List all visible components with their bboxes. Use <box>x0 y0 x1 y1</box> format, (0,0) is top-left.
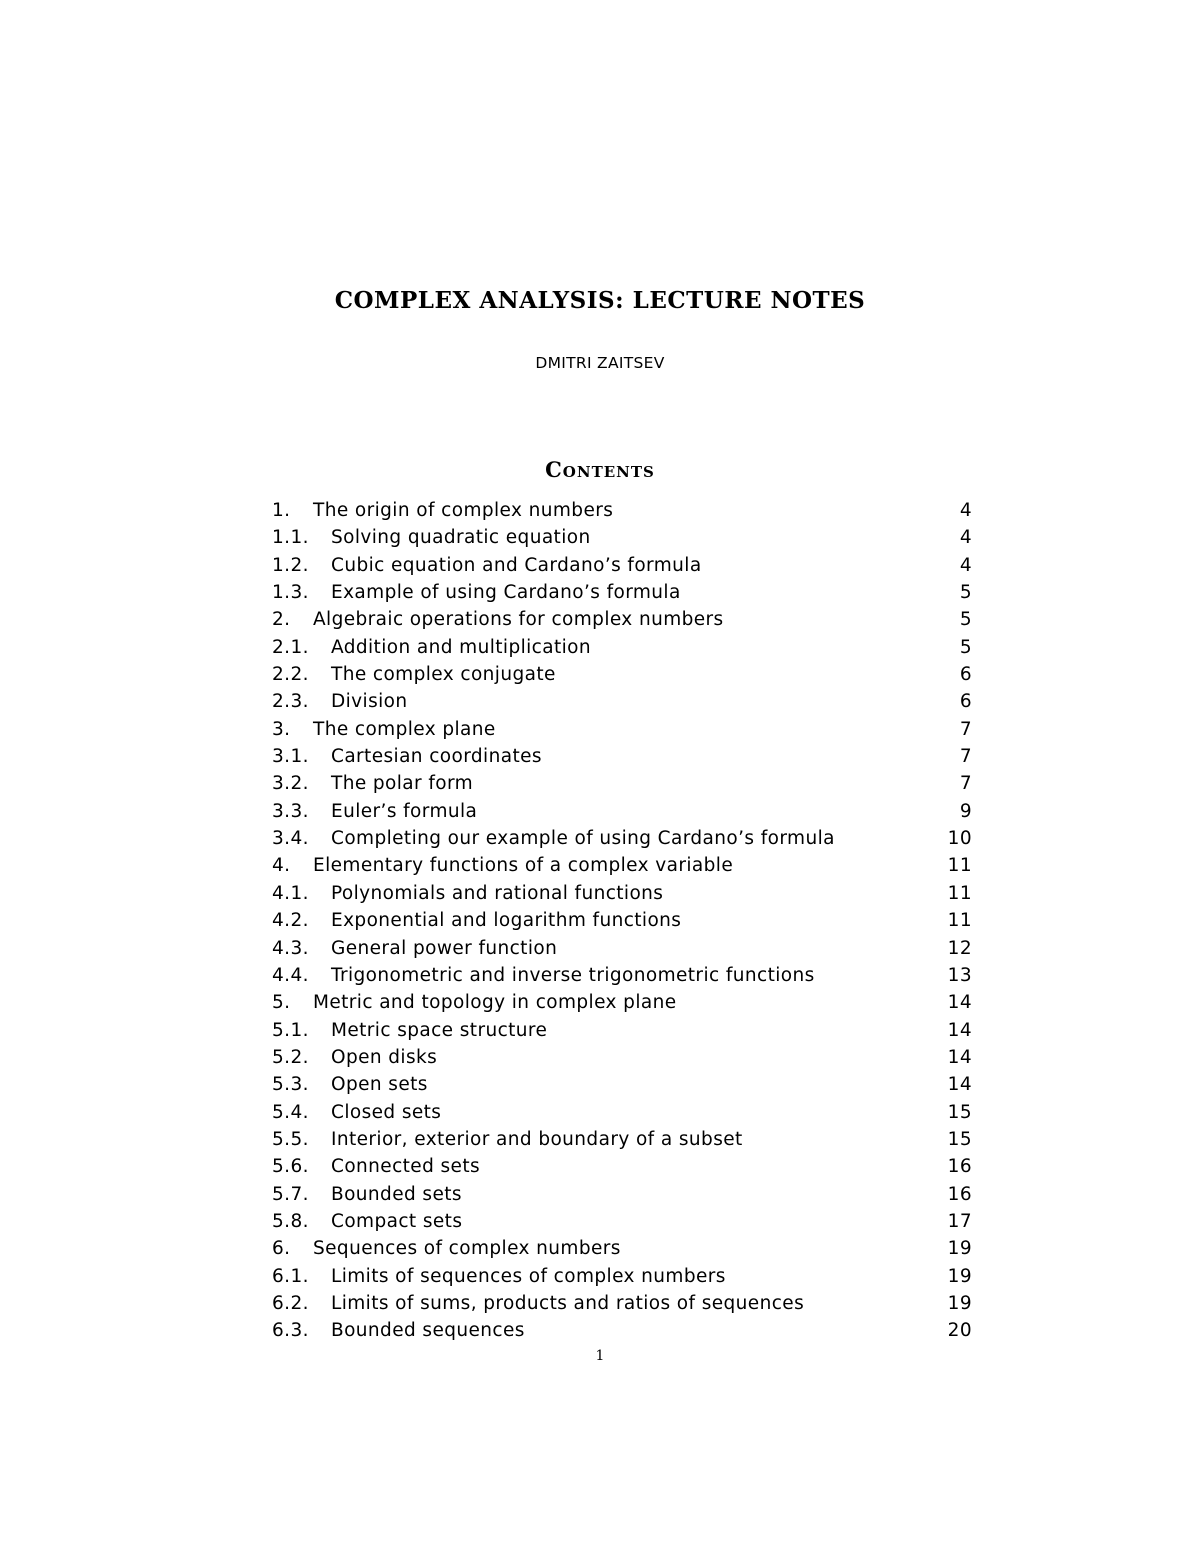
toc-entry[interactable] <box>272 1017 972 1044</box>
toc-entry-number: 4.3. <box>272 937 309 959</box>
toc-entry[interactable] <box>272 661 972 688</box>
toc-entry-page: 14 <box>947 1074 972 1096</box>
toc-entry-page: 10 <box>947 828 972 850</box>
toc-entry[interactable] <box>272 1208 972 1235</box>
toc-entry-title: Division <box>331 691 408 713</box>
toc-entry-page: 11 <box>947 882 972 904</box>
toc-entry-page: 19 <box>947 1238 972 1260</box>
toc-entry-page: 11 <box>947 855 972 877</box>
toc-entry-page: 15 <box>947 1128 972 1150</box>
toc-entry-number: 2.3. <box>272 691 309 713</box>
toc-entry-title: Bounded sequences <box>331 1320 525 1342</box>
toc-entry[interactable] <box>272 798 972 825</box>
toc-entry-number: 5.4. <box>272 1101 309 1123</box>
toc-entry-title: Exponential and logarithm functions <box>331 910 682 932</box>
toc-entry-title: Completing our example of using Cardano’s formula <box>331 828 835 850</box>
toc-entry-page: 14 <box>947 1046 972 1068</box>
toc-entry-number: 5.6. <box>272 1156 309 1178</box>
toc-entry-title: Connected sets <box>331 1156 481 1178</box>
toc-entry-number: 3.3. <box>272 800 309 822</box>
toc-entry-number: 2. <box>272 609 291 631</box>
toc-entry-title: Example of using Cardano’s formula <box>331 582 681 604</box>
toc-entry-number: 6.1. <box>272 1265 309 1287</box>
toc-entry-page: 5 <box>959 609 972 631</box>
toc-entry-number: 2.1. <box>272 636 309 658</box>
toc-entry-number: 1.3. <box>272 582 309 604</box>
toc-entry-page: 15 <box>947 1101 972 1123</box>
toc-entry-title: Limits of sequences of complex numbers <box>331 1265 726 1287</box>
toc-entry-page: 4 <box>959 500 972 521</box>
toc-entry-title: Metric space structure <box>331 1019 548 1041</box>
toc-entry-number: 3.1. <box>272 746 309 768</box>
toc-entry-title: Cubic equation and Cardano’s formula <box>331 554 702 576</box>
toc-entry-number: 5.3. <box>272 1074 309 1096</box>
toc-entry-number: 4.2. <box>272 910 309 932</box>
toc-entry-page: 6 <box>959 691 972 713</box>
toc-entry-title: The complex conjugate <box>331 664 556 686</box>
toc-entry-number: 5.8. <box>272 1210 309 1232</box>
toc-entry-page: 7 <box>959 773 972 795</box>
toc-entry-page: 4 <box>959 527 972 549</box>
toc-entry-title: Compact sets <box>331 1210 463 1232</box>
toc-entry[interactable] <box>272 1071 972 1098</box>
toc-entry-number: 5. <box>272 992 291 1014</box>
toc-entry-number: 3.4. <box>272 828 309 850</box>
toc-entry-title: Closed sets <box>331 1101 442 1123</box>
toc-entry-title: Open disks <box>331 1046 438 1068</box>
toc-entry-title: General power function <box>331 937 558 959</box>
toc-entry-title: Addition and multiplication <box>331 636 592 658</box>
toc-entry[interactable] <box>272 1099 972 1126</box>
toc-entry-number: 2.2. <box>272 664 309 686</box>
contents-heading: Contents <box>545 457 655 482</box>
toc-entry-page: 5 <box>959 636 972 658</box>
toc-entry-title: Polynomials and rational functions <box>331 882 664 904</box>
toc-entry-page: 6 <box>959 664 972 686</box>
toc-entry-page: 12 <box>947 937 972 959</box>
toc-entry-title: Sequences of complex numbers <box>313 1238 621 1260</box>
toc-entry[interactable] <box>272 606 972 633</box>
toc-entry[interactable] <box>272 852 972 879</box>
toc-entry-number: 6. <box>272 1238 291 1260</box>
toc-entry-page: 16 <box>947 1156 972 1178</box>
toc-entry-page: 17 <box>947 1210 972 1232</box>
toc-entry-number: 3.2. <box>272 773 309 795</box>
toc-entry[interactable] <box>272 552 972 579</box>
toc-entry-title: Cartesian coordinates <box>331 746 542 768</box>
toc-entry[interactable] <box>272 1290 972 1317</box>
toc-entry[interactable] <box>272 989 972 1016</box>
toc-entry-page: 9 <box>959 800 972 822</box>
toc-entry-title: The complex plane <box>313 718 496 740</box>
toc-entry-title: Euler’s formula <box>331 800 478 822</box>
toc-entry-page: 19 <box>947 1265 972 1287</box>
toc-entry-number: 1.2. <box>272 554 309 576</box>
toc-entry-title: The polar form <box>331 773 474 795</box>
toc-entry-title: Interior, exterior and boundary of a subset <box>331 1128 743 1150</box>
toc-entry-title: Bounded sets <box>331 1183 462 1205</box>
toc-entry-page: 20 <box>947 1320 972 1342</box>
toc-entry[interactable] <box>272 935 972 962</box>
toc-entry-page: 16 <box>947 1183 972 1205</box>
toc-entry-number: 5.7. <box>272 1183 309 1205</box>
toc-entry[interactable] <box>272 1181 972 1208</box>
toc-entry-number: 3. <box>272 718 291 740</box>
toc-entry[interactable] <box>272 716 972 743</box>
toc-entry[interactable] <box>272 1235 972 1262</box>
toc-entry[interactable] <box>272 907 972 934</box>
toc-entry[interactable] <box>272 1126 972 1153</box>
toc-entry[interactable] <box>272 688 972 715</box>
toc-entry[interactable] <box>272 1263 972 1290</box>
toc-entry-number: 6.2. <box>272 1292 309 1314</box>
document-title: COMPLEX ANALYSIS: LECTURE NOTES <box>334 287 866 314</box>
toc-entry-number: 5.5. <box>272 1128 309 1150</box>
toc-entry-number: 6.3. <box>272 1320 309 1342</box>
toc-entry[interactable] <box>272 634 972 661</box>
toc-entry-page: 5 <box>959 582 972 604</box>
toc-entry-page: 14 <box>947 1019 972 1041</box>
toc-entry[interactable] <box>272 524 972 551</box>
toc-entry-number: 4.4. <box>272 964 309 986</box>
toc-entry[interactable] <box>272 770 972 797</box>
toc-entry-number: 4. <box>272 855 291 877</box>
table-of-contents <box>272 497 972 1345</box>
toc-entry-title: Solving quadratic equation <box>331 527 591 549</box>
toc-entry[interactable] <box>272 743 972 770</box>
toc-entry-title: Trigonometric and inverse trigonometric functions <box>331 964 815 986</box>
toc-entry-page: 14 <box>947 992 972 1014</box>
toc-entry[interactable] <box>272 880 972 907</box>
toc-entry-title: Limits of sums, products and ratios of sequences <box>331 1292 805 1314</box>
toc-entry-number: 4.1. <box>272 882 309 904</box>
toc-entry[interactable] <box>272 1044 972 1071</box>
toc-entry[interactable] <box>272 962 972 989</box>
toc-entry-title: Algebraic operations for complex numbers <box>313 609 724 631</box>
toc-entry-number: 1. <box>272 500 291 521</box>
toc-entry-number: 5.1. <box>272 1019 309 1041</box>
toc-entry[interactable] <box>272 579 972 606</box>
toc-entry[interactable] <box>272 1153 972 1180</box>
toc-entry-page: 4 <box>959 554 972 576</box>
toc-entry[interactable] <box>272 1317 972 1344</box>
toc-entry-page: 19 <box>947 1292 972 1314</box>
toc-entry[interactable] <box>272 825 972 852</box>
toc-entry-page: 11 <box>947 910 972 932</box>
toc-entry[interactable] <box>272 497 972 524</box>
toc-entry-title: Elementary functions of a complex variable <box>313 855 734 877</box>
page-number: 1 <box>595 1348 605 1364</box>
toc-entry-number: 5.2. <box>272 1046 309 1068</box>
toc-entry-number: 1.1. <box>272 527 309 549</box>
toc-entry-page: 13 <box>947 964 972 986</box>
toc-entry-page: 7 <box>959 718 972 740</box>
toc-entry-page: 7 <box>959 746 972 768</box>
toc-entry-title: Metric and topology in complex plane <box>313 992 677 1014</box>
toc-entry-title: The origin of complex numbers <box>313 500 614 521</box>
author-name: DMITRI ZAITSEV <box>535 354 665 372</box>
toc-entry-title: Open sets <box>331 1074 428 1096</box>
